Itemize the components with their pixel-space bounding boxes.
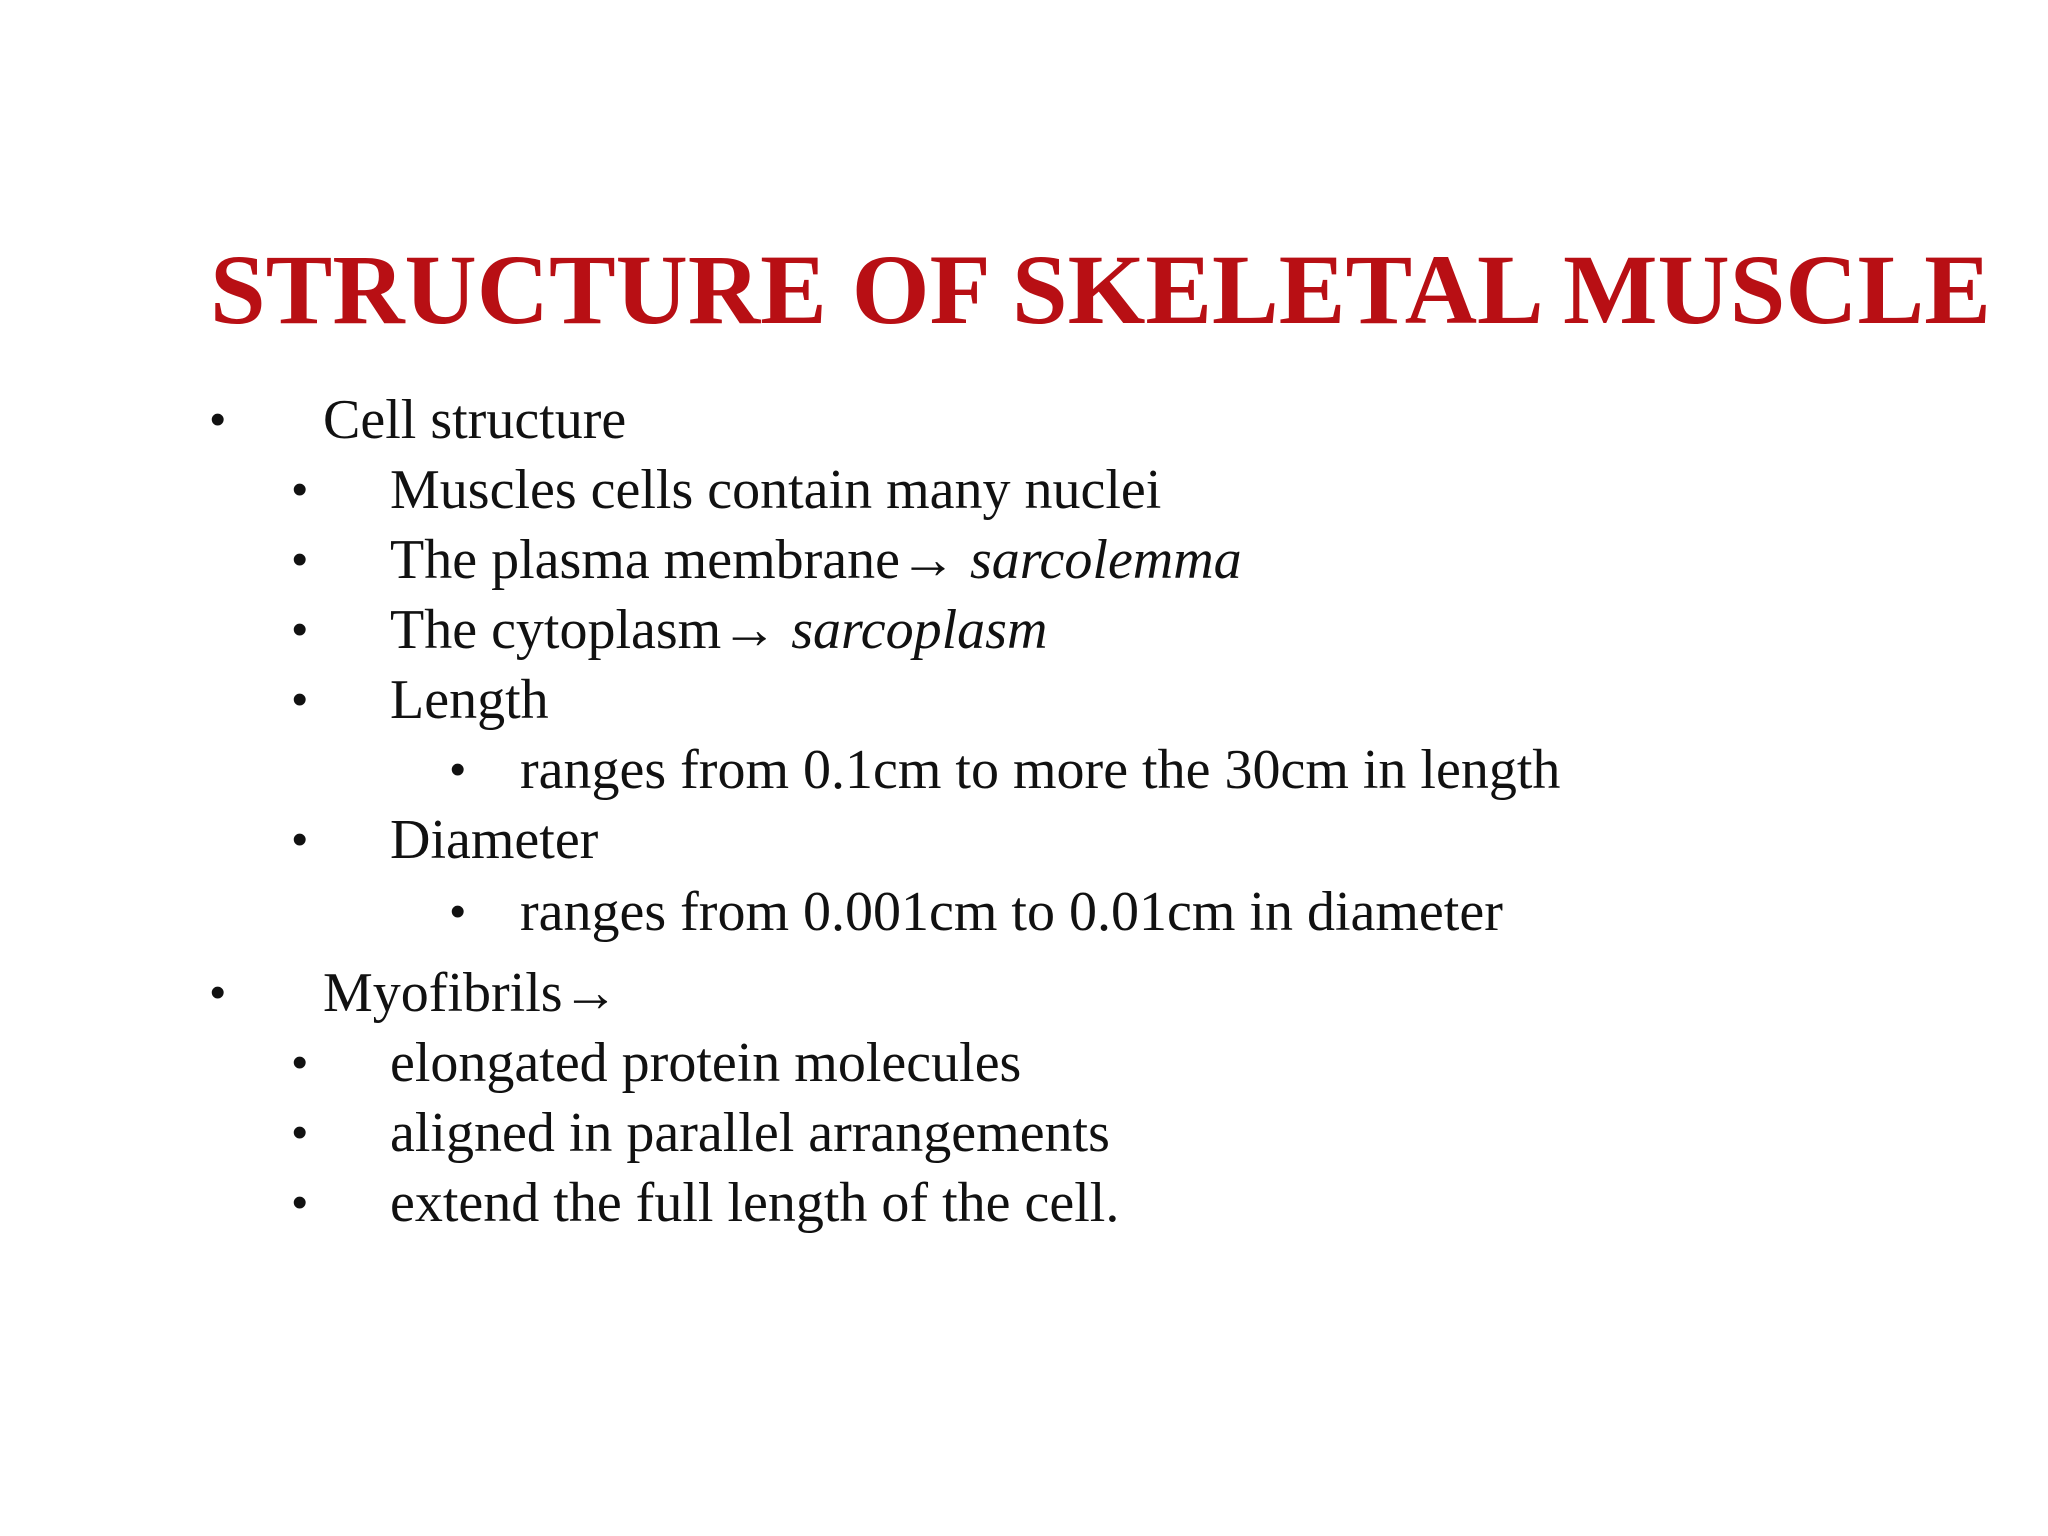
bullet: •	[292, 605, 308, 654]
list-item-label: The cytoplasm→	[390, 599, 792, 661]
list-item-label: The plasma membrane→	[390, 529, 971, 591]
list-item-text: extend the full length of the cell.	[390, 1172, 1120, 1234]
bullet: •	[450, 745, 466, 794]
list-item-emphasis: sarcoplasm	[791, 599, 1048, 661]
bullet: •	[292, 815, 308, 864]
list-item-text: ranges from 0.001cm to 0.01cm in diameter	[520, 881, 1503, 943]
bullet: •	[450, 887, 466, 936]
list-item-text: Cell structure	[323, 389, 627, 451]
bullet: •	[210, 968, 226, 1017]
list-item-text: aligned in parallel arrangements	[390, 1102, 1110, 1164]
list-item-text	[390, 595, 1047, 665]
list-item-text	[390, 525, 1242, 595]
list-item-text: Diameter	[390, 809, 599, 871]
list-item-text: Length	[390, 669, 549, 731]
bullet: •	[292, 465, 308, 514]
list-item-text: Muscles cells contain many nuclei	[390, 459, 1162, 521]
bullet: •	[292, 675, 308, 724]
list-item-text: Myofibrils→	[323, 962, 619, 1024]
slide-title: STRUCTURE OF SKELETAL MUSCLE	[210, 234, 1991, 345]
list-item-emphasis: sarcolemma	[970, 529, 1242, 591]
bullet: •	[210, 395, 226, 444]
list-item-text: elongated protein molecules	[390, 1032, 1022, 1094]
list-item-text: ranges from 0.1cm to more the 30cm in length	[520, 739, 1561, 801]
bullet: •	[292, 1178, 308, 1227]
bullet: •	[292, 1038, 308, 1087]
bullet: •	[292, 535, 308, 584]
bullet: •	[292, 1108, 308, 1157]
